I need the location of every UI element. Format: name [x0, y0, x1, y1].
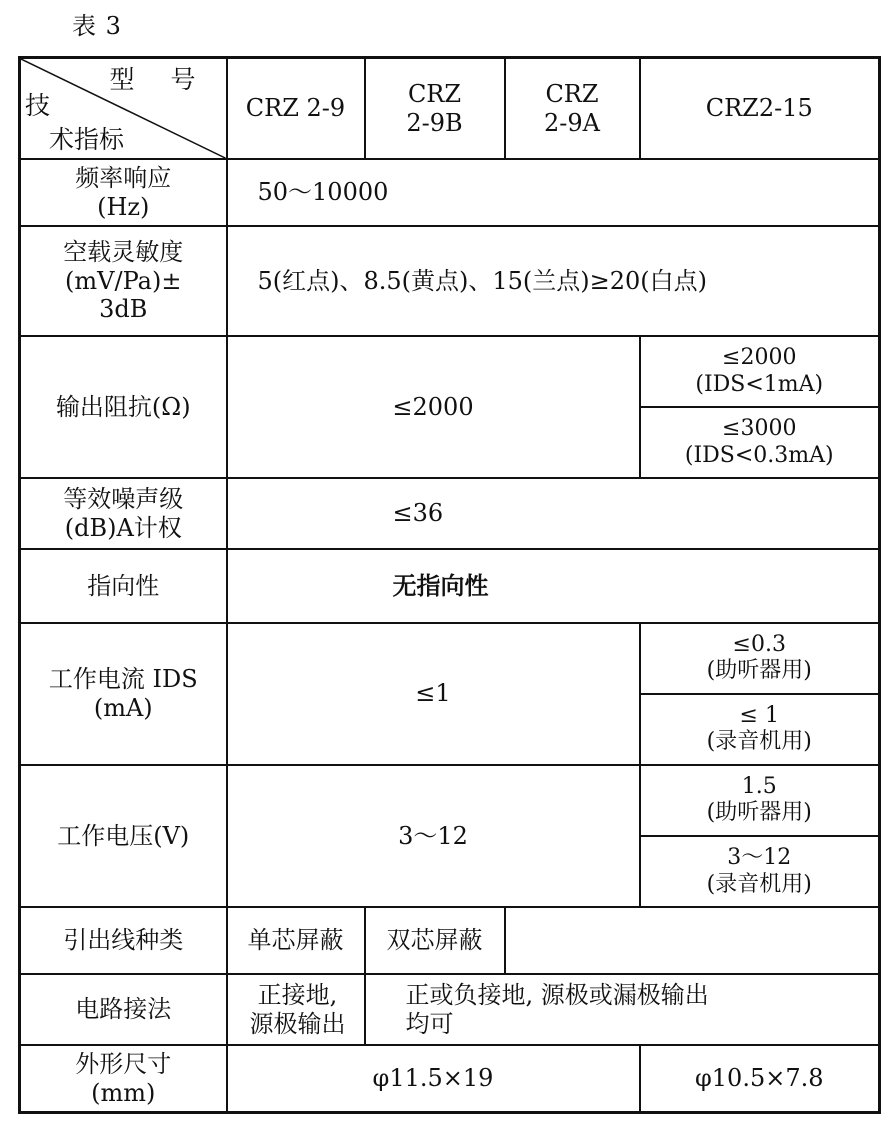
- header-corner-cell: [20, 58, 227, 160]
- header-row: [20, 58, 880, 160]
- row-value-crz2-15-b: ≤3000 (IDS<0.3mA): [640, 407, 880, 478]
- row-label: 空载灵敏度 (mV/Pa)± 3dB: [20, 226, 227, 336]
- row-label: 引出线种类: [20, 907, 227, 974]
- row-value: 5(红点)、8.5(黄点)、15(兰点)≥20(白点): [227, 226, 880, 336]
- row-value: φ11.5×19: [227, 1045, 640, 1112]
- row-value-crz2-15-a: 1.5 (助听器用): [640, 765, 880, 836]
- row-value-crz2-15-a: ≤0.3 (助听器用): [640, 623, 880, 694]
- spec-table: [18, 56, 881, 1114]
- row-value-empty: [505, 907, 880, 974]
- row-value-others: 正或负接地, 源极或漏极输出 均可: [365, 974, 880, 1045]
- row-label: 等效噪声级 (dB)A计权: [20, 478, 227, 549]
- model-crz2-9a: CRZ 2-9A: [505, 58, 640, 160]
- row-label: 指向性: [20, 549, 227, 622]
- table-row: [20, 478, 880, 549]
- row-value: ≤2000: [227, 336, 640, 478]
- table-row: [20, 336, 880, 407]
- model-header-label: 型 号: [109, 65, 210, 94]
- table-row: [20, 1045, 880, 1112]
- table-row: [20, 623, 880, 694]
- row-label: 外形尺寸 (mm): [20, 1045, 227, 1112]
- table-row: [20, 765, 880, 836]
- row-value-crz2-9: 正接地, 源极输出: [227, 974, 365, 1045]
- table-row: [20, 159, 880, 226]
- row-value-crz2-15-a: ≤2000 (IDS<1mA): [640, 336, 880, 407]
- row-label: 电路接法: [20, 974, 227, 1045]
- row-value: ≤36: [227, 478, 880, 549]
- row-value-crz2-9: 单芯屏蔽: [227, 907, 365, 974]
- row-label: 工作电流 IDS (mA): [20, 623, 227, 765]
- tech-header-label-2: 术指标: [49, 125, 125, 154]
- table-row: [20, 226, 880, 336]
- table-row: [20, 974, 880, 1045]
- row-value: 50～10000: [227, 159, 880, 226]
- row-label: 输出阻抗(Ω): [20, 336, 227, 478]
- row-value-crz2-15-b: ≤ 1 (录音机用): [640, 694, 880, 765]
- table-row: [20, 549, 880, 622]
- row-value: 3～12: [227, 765, 640, 907]
- model-crz2-15: CRZ2-15: [640, 58, 880, 160]
- model-crz2-9b: CRZ 2-9B: [365, 58, 505, 160]
- row-label: 工作电压(V): [20, 765, 227, 907]
- row-value-crz2-9b: 双芯屏蔽: [365, 907, 505, 974]
- row-value: ≤1: [227, 623, 640, 765]
- table-row: [20, 907, 880, 974]
- model-crz2-9: CRZ 2-9: [227, 58, 365, 160]
- row-label: 频率响应 (Hz): [20, 159, 227, 226]
- row-value-crz2-15: φ10.5×7.8: [640, 1045, 880, 1112]
- row-value: 无指向性: [227, 549, 880, 622]
- table-caption: 表 3: [72, 12, 122, 40]
- row-value-crz2-15-b: 3～12 (录音机用): [640, 836, 880, 907]
- tech-header-label-1: 技: [25, 91, 51, 120]
